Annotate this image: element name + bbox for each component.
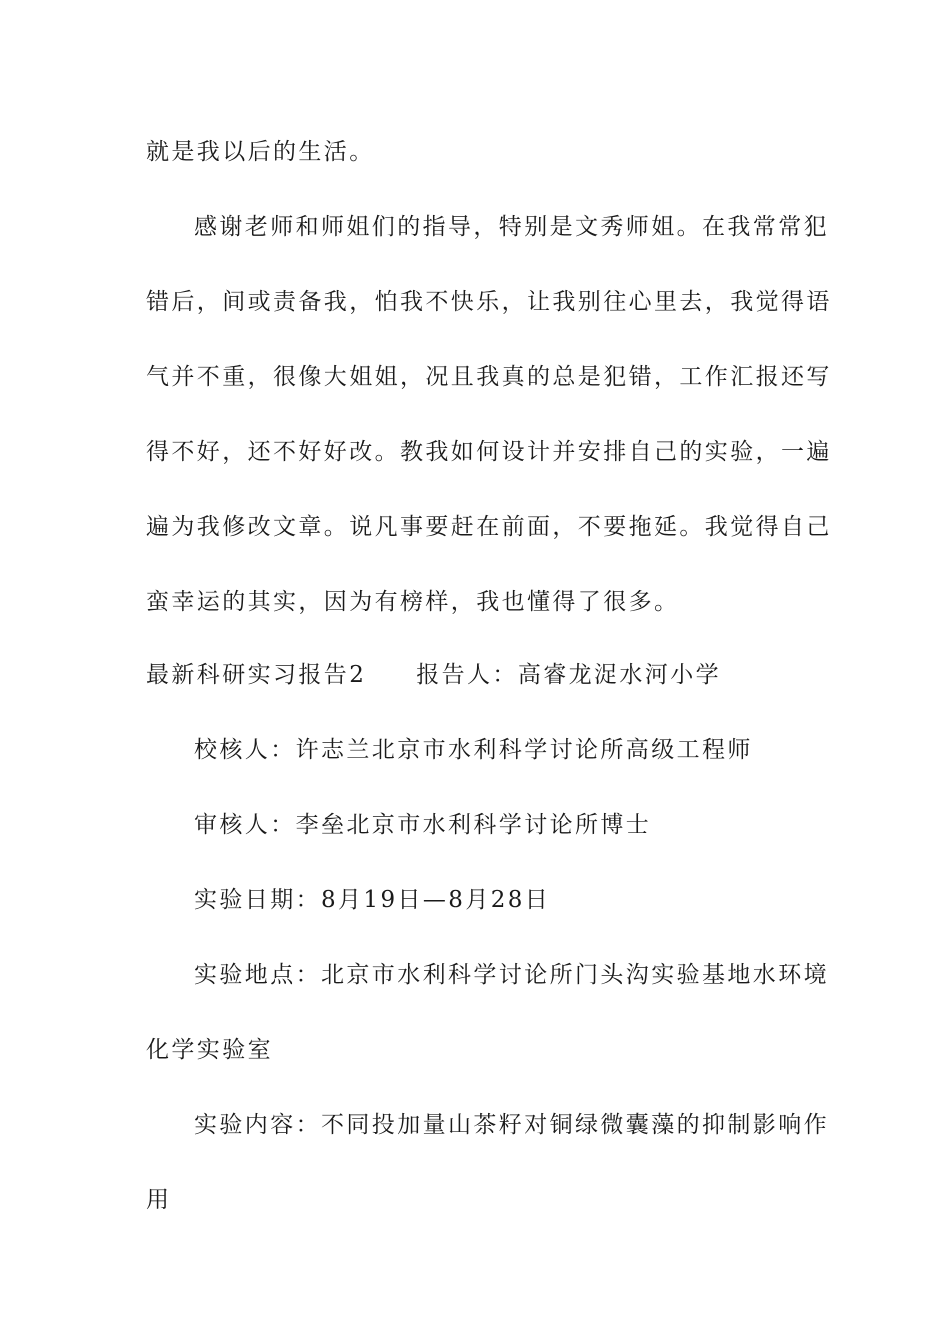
- field-content-cont: 用: [146, 1187, 172, 1213]
- report-title: 最新科研实习报告2: [146, 662, 367, 688]
- paragraph-line-6: 遍为我修改文章。说凡事要赶在前面，不要拖延。我觉得自己: [146, 514, 832, 540]
- field-location: 实验地点：北京市水利科学讨论所门头沟实验基地水环境: [194, 962, 829, 988]
- paragraph-line-1: 就是我以后的生活。: [146, 139, 375, 165]
- paragraph-line-3: 错后，间或责备我，怕我不快乐，让我别往心里去，我觉得语: [146, 289, 832, 315]
- field-content: 实验内容：不同投加量山茶籽对铜绿微囊藻的抑制影响作: [194, 1112, 829, 1138]
- paragraph-line-2: 感谢老师和师姐们的指导，特别是文秀师姐。在我常常犯: [194, 214, 829, 240]
- report-header: [146, 660, 806, 690]
- paragraph-line-7: 蛮幸运的其实，因为有榜样，我也懂得了很多。: [146, 589, 680, 615]
- field-date: 实验日期：8月19日—8月28日: [194, 887, 551, 913]
- paragraph-line-5: 得不好，还不好好改。教我如何设计并安排自己的实验，一遍: [146, 439, 832, 465]
- field-location-cont: 化学实验室: [146, 1037, 273, 1063]
- paragraph-line-4: 气并不重，很像大姐姐，况且我真的总是犯错，工作汇报还写: [146, 364, 832, 390]
- field-reviewer: 审核人：李垒北京市水利科学讨论所博士: [194, 812, 652, 838]
- field-checker: 校核人：许志兰北京市水利科学讨论所高级工程师: [194, 737, 753, 763]
- report-reporter: 报告人：高睿龙浞水河小学: [416, 662, 722, 688]
